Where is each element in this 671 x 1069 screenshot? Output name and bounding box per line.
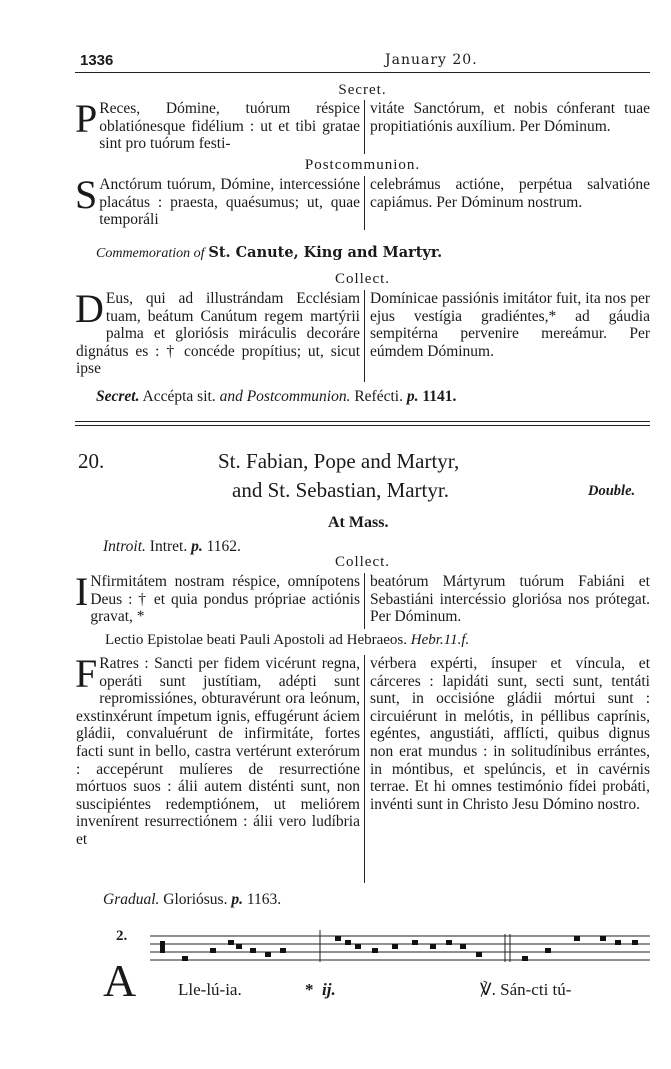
page-ref: 1141. (422, 388, 457, 405)
drop-cap: I (75, 569, 89, 614)
gradual-label: Gradual. (103, 891, 160, 908)
commemoration-saint: St. Canute, King and Martyr. (208, 244, 443, 261)
collect2-right-column (370, 573, 650, 626)
epistle-right-text: vérbera expérti, ínsuper et víncula, et cárceres : lapidáti sunt, secti sunt, tentáti sunt, in occisióne gládii mórtui sunt : circuiérunt in melótis, in péllibus caprínis, egéntes, angustiáti, afflícti, quibus dignus non erat mundus : in solitudínibus errántes, in móntibus, et spelúncis, et in cavérnis terrae. Et hi omnes testimónio fídei probáti, invénti sunt in Christo Jesu Dómino nostro. (370, 655, 650, 813)
page-ref: 1163. (246, 891, 282, 908)
chant-initial: A (103, 955, 137, 1006)
secret-heading: Secret. (338, 82, 387, 98)
collect2-left-column (75, 569, 360, 626)
secret-right-column (370, 100, 650, 135)
epistle-left-column (75, 651, 360, 849)
page-number: 1336 (80, 52, 114, 69)
introit-label: Introit. (103, 538, 146, 555)
scripture-reference: Hebr.11.f. (410, 632, 470, 648)
drop-cap: F (75, 651, 98, 696)
page-header (75, 50, 650, 73)
introit-incipit: Intret. (149, 538, 188, 555)
gradual-incipit: Gloriósus. (163, 891, 228, 908)
mass-heading: At Mass. (328, 514, 389, 531)
secret-left-text: Reces, Dómine, tuórum réspice oblatiónesque fidélium : ut et tibi gratae sint pro tuórum festi- (99, 100, 360, 153)
page-abbrev: p. (191, 538, 203, 555)
secret-left-column (75, 96, 360, 153)
gradual-line (103, 891, 281, 909)
page-ref: 1162. (206, 538, 241, 555)
commemoration-line (96, 244, 656, 262)
column-divider (364, 655, 365, 883)
postcommunion-heading: Postcommunion. (304, 157, 421, 173)
page-abbrev: p. (231, 891, 243, 908)
collect-heading: Collect. (334, 554, 391, 570)
lesson-heading: Lectio Epistolae beati Pauli Apostoli ad Hebraeos. (105, 632, 408, 648)
postcommunion-right-column (370, 176, 650, 211)
secret-postcommunion-line (96, 388, 656, 406)
epistle-left-text: Ratres : Sancti per fidem vicérunt regna, operáti sunt justítiam, adépti sunt repromissiónes, obturavérunt ora leónum, exstinxérunt ímpetum ignis, effugérunt áciem gládii, convaluérunt de infirmitáte, fortes facti sunt in bello, castra vertérunt exterórum : accepérunt mulíeres de resurrectióne mórtuos suos : álii autem disténti sunt, non suscipiéntes redemptiónem, ut melióre​m inveníre​nt resurrectiónem : álii vero ludíbria et (76, 655, 360, 848)
feast-title-line1: St. Fabian, Pope and Martyr, (218, 449, 460, 473)
secret-right-text: vitáte Sanctórum, et nobis cónferant tuae propitiatiónis auxílium. Per Dóminum. (370, 100, 650, 135)
collect2-left-text: Nfirmitátem nostram réspice, omnípotens Deus : † et quia pondus própriae actiónis gravat, * (90, 573, 360, 626)
collect-right-column (370, 290, 650, 360)
postcommunion-label: and Postcommunion. (219, 388, 351, 405)
collect-right-text: Domínicae passiónis imitátor fuit, ita nos per ejus vestígia gradiéntes,* ad gáudia sempitérna pervenire mereámur. Per eúmdem Dóminum. (370, 290, 650, 360)
chant-staff (150, 930, 650, 974)
collect-left-text: Eus, qui ad illustrándam Ecclésiam tuam, beátum Canútum regem martýrii palma et gloriósis miráculis decoráre dignátus es : † concéde propítius; ut, sicut ipse (76, 290, 360, 378)
chant-verse-line (480, 980, 571, 1000)
drop-cap: D (75, 286, 104, 331)
collect-heading: Collect. (334, 271, 391, 287)
feast-title-line2: and St. Sebastian, Martyr. (232, 478, 449, 502)
postcommunion-left-text: Anctórum tuórum, Dómine, intercessióne placátus : praesta, quaésumus; ut, quae temporáli (99, 176, 360, 229)
collect-left-column (75, 286, 360, 378)
chant-mode: 2. (116, 928, 128, 944)
running-title: January 20. (385, 52, 478, 68)
commemoration-prefix: Commemoration of (96, 246, 205, 261)
secret-label: Secret. (96, 388, 140, 405)
page-abbrev: p. (406, 388, 419, 405)
chant-syllables: Lle-lú-ia. (178, 980, 242, 999)
column-divider (364, 176, 365, 230)
feast-day-number: 20. (78, 449, 105, 473)
collect2-right-text: beatórum Mártyrum tuórum Fabiáni et Sebastiáni intercéssio gloriósa nos prótegat. Per Dóminum. (370, 573, 650, 626)
section-rule (75, 421, 650, 422)
postcommunion-left-column (75, 172, 360, 229)
postcommunion-incipit: Refécti. (354, 388, 403, 405)
drop-cap: S (75, 172, 98, 217)
secret-incipit: Accépta sit. (142, 388, 216, 405)
chant-verse-syllables: Sán-cti tú- (500, 980, 572, 999)
column-divider (364, 290, 365, 382)
section-rule (75, 425, 650, 426)
chant-repeat-mark: ij. (322, 980, 336, 999)
column-divider (364, 100, 365, 154)
column-divider (364, 573, 365, 629)
feast-rank: Double. (588, 483, 636, 499)
chant-asterisk: * (305, 980, 314, 999)
lesson-heading-line (105, 632, 469, 649)
versicle-symbol: ℣. (480, 980, 496, 999)
epistle-right-column (370, 655, 650, 813)
postcommunion-right-text: celebrámus actióne, perpétua salvatióne capiámus. Per Dóminum nostrum. (370, 176, 650, 211)
drop-cap: P (75, 96, 98, 141)
